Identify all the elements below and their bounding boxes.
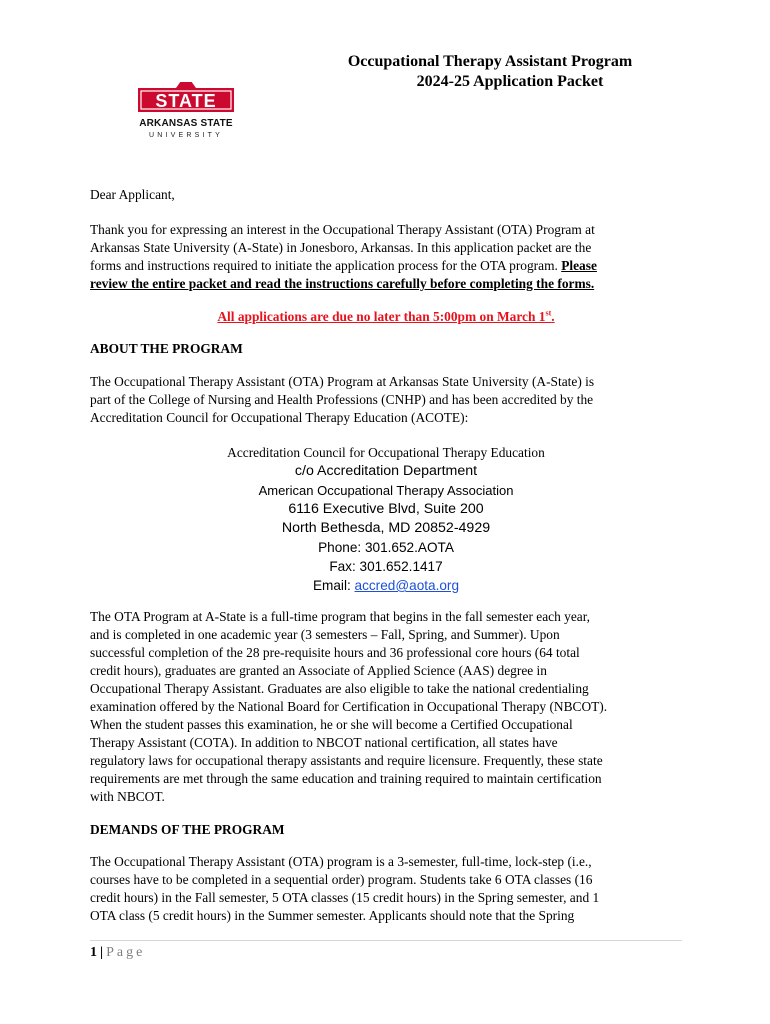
program-line: Therapy Assistant (COTA). In addition to NBCOT national certification, all states have [90, 735, 558, 750]
program-line: When the student passes this examination, he or she will become a Certified Occupational [90, 717, 573, 732]
salutation: Dear Applicant, [90, 187, 175, 202]
address-line-5: North Bethesda, MD 20852-4929 [281, 520, 491, 536]
deadline-notice [90, 308, 682, 326]
about-heading: ABOUT THE PROGRAM [90, 341, 243, 356]
email-link[interactable]: accred@aota.org [354, 578, 460, 593]
a-state-wordmark-icon [138, 82, 234, 112]
about-line-2: part of the College of Nursing and Health Professions (CNHP) and has been accredited by the [90, 392, 594, 407]
title-line-2: 2024-25 Application Packet [416, 73, 604, 90]
intro-emphasis-line: review the entire packet and read the instructions carefully before completing the forms. [90, 276, 595, 291]
intro-line-1: Thank you for expressing an interest in the Occupational Therapy Assistant (OTA) Program at [90, 222, 595, 237]
intro-line-2: Arkansas State University (A-State) in Jonesboro, Arkansas. In this application packet are the [90, 240, 592, 255]
demands-line: credit hours) in the Fall semester, 5 OTA classes (15 credit hours) in the Spring semester, and 1 [90, 890, 600, 905]
arkansas-state-logo [136, 70, 236, 146]
program-line: with NBCOT. [90, 789, 165, 804]
about-paragraph [90, 373, 682, 427]
program-paragraph [90, 608, 682, 806]
demands-line: The Occupational Therapy Assistant (OTA) program is a 3-semester, full-time, lock-step (i.e., [90, 854, 592, 869]
intro-line-3 [90, 257, 682, 275]
program-line: successful completion of the 28 pre-requisite hours and 36 professional core hours (64 total [90, 645, 580, 660]
address-line-4: 6116 Executive Blvd, Suite 200 [288, 501, 484, 517]
intro-emphasis-start: Please [561, 258, 597, 273]
program-line: The OTA Program at A-State is a full-time program that begins in the fall semester each year, [90, 609, 591, 624]
intro-line-3-text: forms and instructions required to initiate the application process for the OTA program. [90, 258, 558, 273]
program-line: Occupational Therapy Assistant. Graduates are also eligible to take the national credentialing [90, 681, 589, 696]
about-line-1: The Occupational Therapy Assistant (OTA) Program at Arkansas State University (A-State) is [90, 374, 595, 389]
intro-paragraph [90, 221, 682, 293]
footer-separator: | [100, 945, 104, 960]
address-line-1: Accreditation Council for Occupational Therapy Education [227, 445, 545, 460]
address-line-3: American Occupational Therapy Association [258, 483, 514, 498]
logo-university-name: ARKANSAS STATE [139, 118, 233, 129]
demands-heading: DEMANDS OF THE PROGRAM [90, 822, 285, 837]
address-line-7: Fax: 301.652.1417 [329, 559, 443, 574]
page-label: Page [106, 945, 146, 960]
program-line: regulatory laws for occupational therapy assistants and require licensure. Frequently, these state [90, 753, 603, 768]
logo-university-subtitle: UNIVERSITY [148, 132, 223, 139]
demands-line: courses have to be completed in a sequential order) program. Students take 6 OTA classes (16 [90, 872, 593, 887]
demands-line: OTA class (5 credit hours) in the Summer semester. Applicants should note that the Spring [90, 908, 575, 923]
svg-text:STATE: STATE [155, 91, 217, 111]
deadline-text [217, 309, 554, 324]
title-line-1: Occupational Therapy Assistant Program [347, 53, 633, 70]
acote-address [90, 443, 682, 595]
deadline-sup: st [545, 308, 552, 318]
program-line: examination offered by the National Board for Certification in Occupational Therapy (NBCOT). [90, 699, 608, 714]
page-footer [90, 944, 145, 962]
footer-divider [90, 940, 682, 941]
deadline-end: . [551, 309, 555, 324]
page-number: 1 [90, 945, 97, 960]
program-line: credit hours), graduates are granted an Associate of Applied Science (AAS) degree in [90, 663, 547, 678]
program-line: requirements are met through the same education and training required to maintain certification [90, 771, 602, 786]
about-line-3: Accreditation Council for Occupational Therapy Education (ACOTE): [90, 410, 469, 425]
address-email-line [90, 576, 682, 595]
address-line-6: Phone: 301.652.AOTA [318, 540, 454, 555]
demands-paragraph [90, 853, 682, 925]
address-line-2: c/o Accreditation Department [294, 463, 478, 479]
page-title [300, 52, 680, 92]
program-line: and is completed in one academic year (3 semesters – Fall, Spring, and Summer). Upon [90, 627, 560, 642]
deadline-main: All applications are due no later than 5:00pm on March 1 [217, 309, 546, 324]
email-label: Email: [312, 578, 355, 593]
